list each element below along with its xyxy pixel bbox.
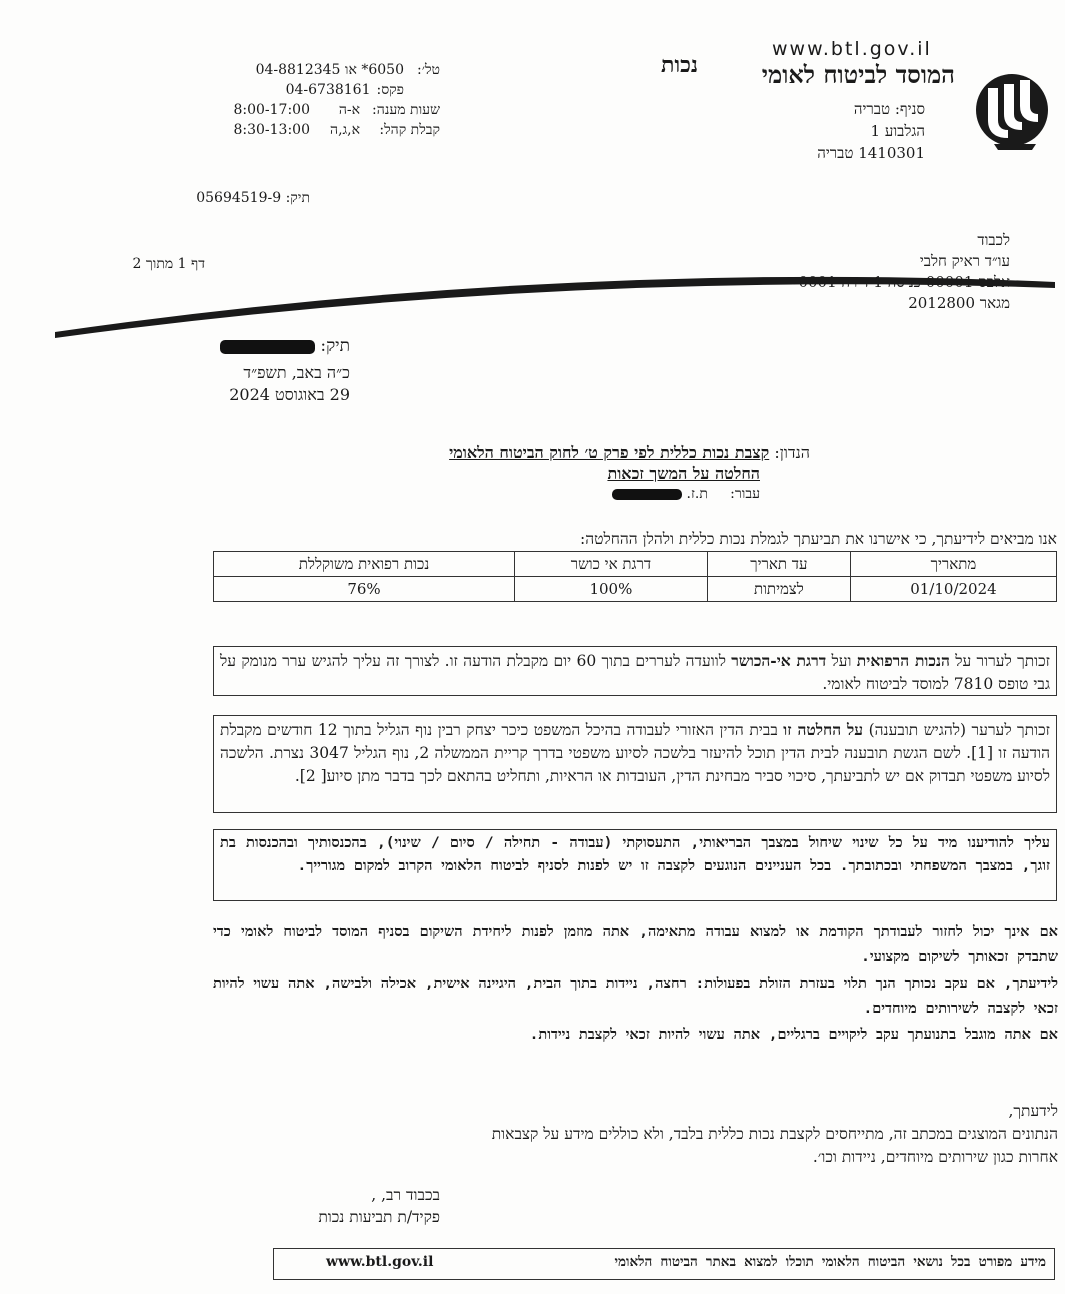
cell-incapacity: 100% (515, 577, 708, 602)
footer-text: מידע מפורט בכל נושאי הביטוח הלאומי תוכלו למצוא באתר הביטוח הלאומי (614, 1254, 1046, 1270)
col-header-incapacity: דרגת אי כושר (515, 552, 708, 577)
footer-url-link[interactable]: www.btl.gov.il (326, 1254, 434, 1270)
signature-block (270, 1184, 440, 1228)
table-row (214, 577, 1057, 602)
contact-info (190, 60, 440, 140)
department-name: נכות (661, 52, 698, 78)
file-label: תיק: (285, 190, 310, 206)
letter-dates (200, 362, 350, 406)
mobility-paragraph: אם אתה מוגבל בתנועתך עקב ליקויים ברגליים, אתה עשוי להיות זכאי לקצבת ניידות. (529, 1027, 1058, 1043)
box2-bold1: על החלטה זו (783, 720, 864, 739)
footer-box (273, 1248, 1055, 1280)
subject-line1: קצבת נכות כללית לפי פרק ט׳ לחוק הביטוח הלאומי (449, 443, 770, 462)
note-line1: לידעתך, (1008, 1102, 1058, 1120)
decision-table (213, 551, 1057, 602)
recipient-to: לכבוד (977, 231, 1010, 249)
subject-for-label: עבור: (730, 486, 760, 502)
org-name: המוסד לביטוח לאומי (761, 60, 955, 89)
fax-label: פקס: (376, 82, 404, 98)
gregorian-date: 29 באוגוסט 2024 (229, 385, 350, 404)
box2-text1: זכותך לערער (להגיש תובענה) (863, 721, 1050, 739)
col-header-medical-disability: נכות רפואית משוקללת (214, 552, 515, 577)
file-reference (200, 336, 350, 356)
phone-label: טל׳: (417, 62, 440, 78)
cell-from-date: 01/10/2024 (850, 577, 1056, 602)
box1-bold2: דרגת אי-הכושר (731, 651, 827, 670)
report-changes-box: עליך להודיענו מיד על כל שינוי שיחול במצבך הבריאותי, התעסוקתי (עבודה - תחילה / סיום / שינוי), בהכנסותיך ובהכנסות בת זוגך, במצבך המשפחתי ובכתובתך. בכל העניינים הנוגעים לקצבה זו יש לפנות לסניף לביטוח הלאומי הקרוב למקום מגורייך. (213, 829, 1057, 901)
recipient-name: עו״ד ראיק חלבי (919, 252, 1010, 270)
phone-value: 6050* או 04-8812345 (255, 62, 404, 78)
branch-address (720, 98, 925, 164)
branch-street: הגלבוע 1 (870, 122, 925, 140)
note-line2: הנתונים המוצגים במכתב זה, מתייחסים לקצבת נכות כללית בלבד, ולא כוללים מידע על קצבאות (491, 1125, 1058, 1143)
col-header-from: מתאריך (850, 552, 1056, 577)
page-counter: דף 1 מתוך 2 (132, 256, 205, 272)
reception-days: א,ג,ה (330, 122, 360, 138)
file-value: 05694519-9 (196, 190, 282, 206)
fax-value: 04-6738161 (285, 82, 371, 98)
subject-id-label: ת.ז. (686, 486, 708, 502)
redacted-id-number (612, 489, 682, 500)
subject-line2: החלטה על המשך זכאות (607, 464, 760, 483)
box1-text3: לוועדה לעררים בתוך 60 יום מקבלת הודעה זו. לצורך זה עליך להגיש ערר מנומק על גבי טופס 7810 למוסד לביטוח לאומי. (220, 652, 1050, 693)
box1-text1: זכותך לערור על (949, 652, 1051, 670)
reception-value: 8:30-13:00 (233, 122, 310, 138)
hours-value: 8:00-17:00 (233, 102, 310, 118)
subject-block (330, 442, 810, 505)
box1-bold1: הנכות הרפואית (856, 651, 950, 670)
redacted-file-number (220, 340, 315, 354)
hours-label: שעות מענה: (372, 102, 440, 118)
hours-days: א-ה (338, 102, 360, 118)
hebrew-date: כ״ה באב, תשפ״ד (243, 363, 350, 382)
note-line3: אחרות כגון שירותים מיוחדים, ניידות וכו׳. (812, 1148, 1058, 1166)
reception-label: קבלת קהל: (379, 122, 440, 138)
cell-medical-disability: 76% (214, 577, 515, 602)
site-url: www.btl.gov.il (772, 38, 932, 60)
note-block (280, 1100, 1058, 1169)
table-header-row (214, 552, 1057, 577)
header-file-number (190, 190, 310, 207)
appeal-committee-box (213, 646, 1057, 696)
intro-text: אנו מביאים לידיעתך, כי אישרנו את תביעתך לגמלת נכות כללית ולהלן ההחלטה: (579, 530, 1057, 548)
cell-until-date: לצמיתות (707, 577, 850, 602)
rehabilitation-paragraph: אם אינך יכול לחזור לעבודתך הקודמת או למצוא עבודה מתאימה, אתה מוזמן לפנות ליחידת השיקום בסניף המוסד לביטוח לאומי כדי שתבדק זכאותך לשיקום מקצועי. (213, 924, 1058, 965)
subject-label: הנדון: (774, 443, 810, 462)
signature-greeting: בכבוד רב, , (371, 1186, 440, 1204)
btl-logo-icon (970, 58, 1050, 158)
special-services-paragraph: לידיעתך, אם עקב נכותך הנך תלוי בעזרת הזולת בפעולות: רחצה, ניידות בתוך הבית, היגיינה אישית, אכילה ולבישה, אתה עשוי להיות זכאי לקצבה לשירותים מיוחדים. (213, 976, 1058, 1017)
box1-text2: ועל (826, 652, 857, 670)
branch-name: סניף: טבריה (853, 100, 925, 118)
signature-title: פקיד/ת תביעות נכות (318, 1208, 440, 1226)
labor-court-box (213, 715, 1057, 813)
file-ref-label: תיק: (320, 336, 350, 356)
recipient-city: מגאר 2012800 (908, 294, 1010, 312)
branch-city: 1410301 טבריה (817, 144, 925, 162)
header-divider-curve (55, 270, 1055, 340)
box2-text2: בבית הדין האזורי לעבודה בהיכל המשפט כיכר יצחק רבין נוף הגליל בתוך 12 חודשים מקבלת הודעה זו [1]. לשם הגשת תובענה לבית הדין תוכל להיעזר בלשכה לסיוע משפטי בדרך קריית הממשלה 2, נוף הגליל 3047 נצרת. הלשכה לסיוע משפטי תבדוק אם יש לתביעתך, סיכוי סביר מבחינת הדין, העובדות או הראיות, ותחליט בהתאם לכך בדבר מתן סיוע[ 2]. (220, 721, 1051, 785)
col-header-until: עד תאריך (707, 552, 850, 577)
